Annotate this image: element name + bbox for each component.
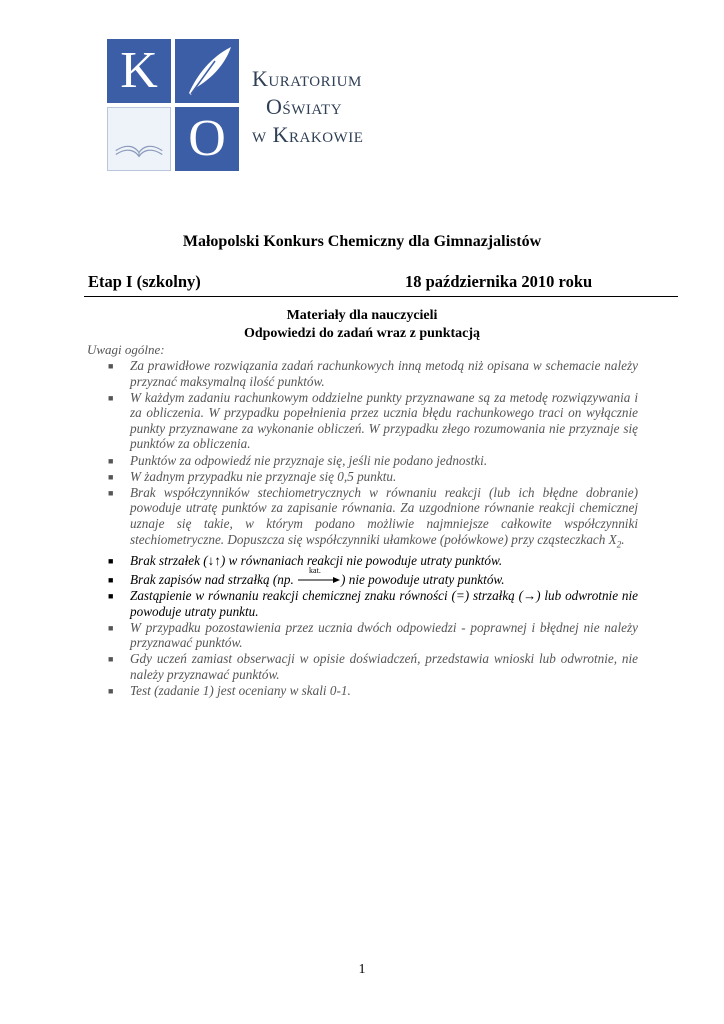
subtitle-materials: Materiały dla nauczycieli bbox=[286, 308, 438, 323]
logo-o-tile: O bbox=[175, 107, 239, 171]
bullet-icon: ■ bbox=[108, 574, 114, 585]
bullet-icon: ■ bbox=[108, 654, 114, 665]
document-title: Małopolski Konkurs Chemiczny dla Gimnazjalistów bbox=[182, 233, 542, 250]
list-item: ■ Punktów za odpowiedź nie przyznaje się, jeśli nie podano jednostki. bbox=[108, 452, 488, 468]
general-remarks-label: Uwagi ogólne: bbox=[87, 342, 165, 357]
list-item: ■ Za prawidłowe rozwiązania zadań rachunkowych inną metodą niż opisana w schemacie należy przyznać maksymalną ilość punktów. bbox=[108, 358, 638, 389]
bullet-icon: ■ bbox=[108, 590, 114, 601]
book-icon bbox=[107, 107, 171, 171]
subtitle-answers: Odpowiedzi do zadań wraz z punktacją bbox=[243, 326, 481, 341]
catalyst-arrow-icon: kat. bbox=[297, 573, 341, 585]
list-item: ■ Zastąpienie w równaniu reakcji chemicznej znaku równości (=) strzałką (→) lub odwrotnie nie powoduje utraty punktu. bbox=[108, 587, 638, 619]
bullet-icon: ■ bbox=[108, 471, 114, 482]
list-item: ■ Brak strzałek (↓↑) w równaniach reakcji nie powoduje utraty punktów. bbox=[108, 553, 503, 569]
list-item: ■ Gdy uczeń zamiast obserwacji w opisie doświadczeń, przedstawia wnioski lub odwrotnie, nie należy przyznawać punktów. bbox=[108, 651, 638, 682]
bullet-icon: ■ bbox=[108, 487, 114, 498]
list-item: ■ W żadnym przypadku nie przyznaje się 0,5 punktu. bbox=[108, 468, 397, 484]
page-number: 1 bbox=[358, 962, 366, 977]
bullet-icon: ■ bbox=[108, 361, 114, 371]
list-item: ■ Test (zadanie 1) jest oceniany w skali 0-1. bbox=[108, 683, 351, 699]
list-item: ■ Brak zapisów nad strzałką (np. kat. ) nie powoduje utraty punktów. bbox=[108, 565, 505, 587]
bullet-icon: ■ bbox=[108, 455, 114, 466]
kuratorium-logo bbox=[107, 39, 407, 175]
date-label: 18 października 2010 roku bbox=[405, 272, 593, 291]
logo-k-tile: K bbox=[107, 39, 171, 103]
bullet-icon: ■ bbox=[108, 556, 114, 567]
list-item: ■ W przypadku pozostawienia przez ucznia dwóch odpowiedzi - poprawnej i błędnej nie należy przyznawać punktów. bbox=[108, 619, 638, 651]
stage-label: Etap I (szkolny) bbox=[88, 272, 201, 291]
divider bbox=[84, 296, 678, 297]
bullet-icon: ■ bbox=[108, 622, 114, 633]
remarks-list bbox=[0, 358, 724, 699]
list-item: ■ W każdym zadaniu rachunkowym oddzielne punkty przyznawane są za metodę rozwiązywania i za obliczenia. W przypadku popełnienia przez ucznia błędu rachunkowego traci on wyłącznie punkty przyznawane za wykonanie obliczeń. W przypadku złego rozumowania nie przyznaje się punktów za obliczenia. bbox=[108, 389, 638, 452]
logo-org-name: Kuratorium Oświaty w Krakowie bbox=[252, 66, 364, 147]
quill-icon bbox=[175, 39, 239, 103]
bullet-icon: ■ bbox=[108, 686, 114, 697]
bullet-icon: ■ bbox=[108, 392, 114, 403]
list-item: ■ Brak współczynników stechiometrycznych w równaniu reakcji (lub ich błędne dobranie) powoduje utratę punktów za zapisanie równania. Za uzgodnione równanie reakcji chemicznej uznaje się takie, w którym podano możliwie najmniejsze całkowite współczynniki stechiometryczne. Dopuszcza się współczynniki ułamkowe (połówkowe) przy cząsteczkach $X_2$. bbox=[108, 484, 638, 550]
